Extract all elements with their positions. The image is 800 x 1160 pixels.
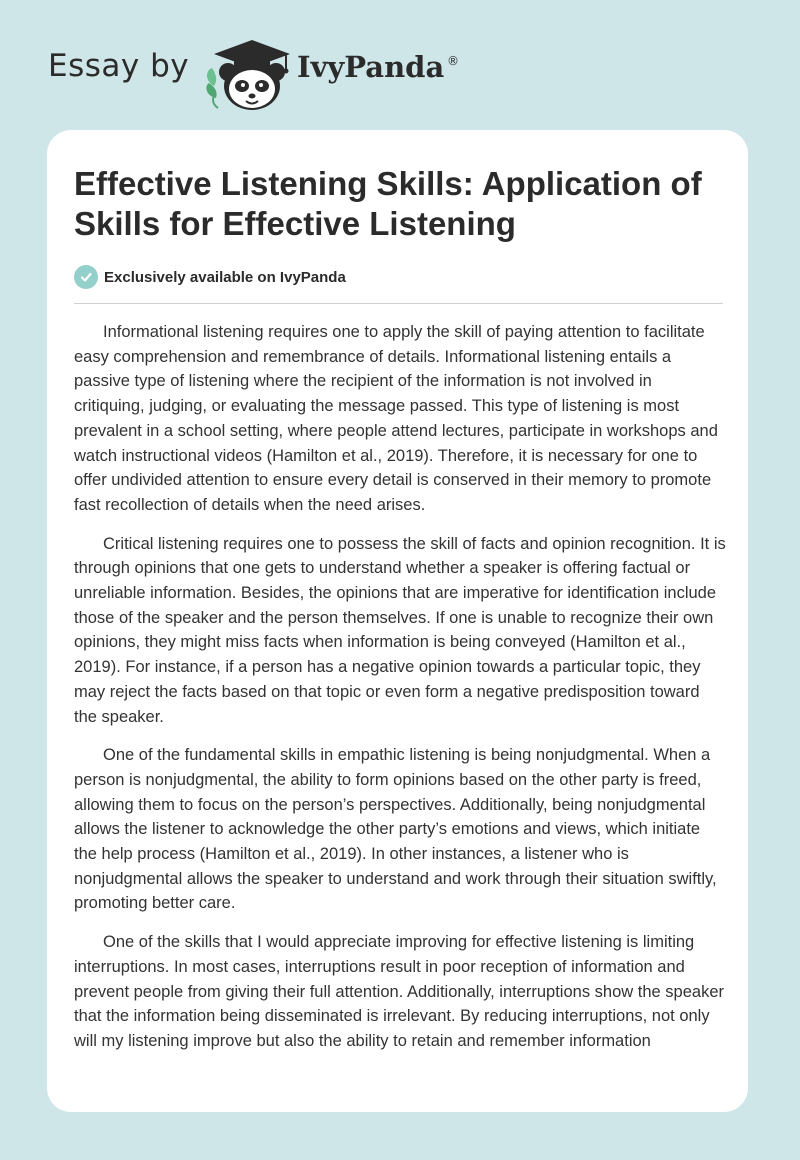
check-icon [74,265,98,289]
brand-name[interactable]: IvyPanda [297,50,445,84]
paragraph: Informational listening requires one to apply the skill of paying attention to facilitate easy comprehension and remembrance of details. Informational listening entails a passive type of listening where the recipient of the information is not involved in critiquing, judging, or evaluating the message passed. This type of listening is most prevalent in a school setting, where people attend lectures, participate in workshops and watch instructional videos (Hamilton et al., 2019). Therefore, it is necessary for one to offer undivided attention to ensure every detail is conserved in their memory to promote fast recollection of details when the need arises. [74,323,718,514]
essay-title: Effective Listening Skills: Application of Skills for Effective Listening [74,165,702,242]
essay-card [47,130,748,1112]
paragraph: Critical listening requires one to possess the skill of facts and opinion recognition. It is through opinions that one gets to understand whether a speaker is offering factual or unreliable information. Besides, the opinions that are imperative for identification include those of the speaker and the person themselves. If one is unable to recognize their own opinions, they might miss facts when information is being conveyed (Hamilton et al., 2019). For instance, if a person has a negative opinion towards a particular topic, they may reject the facts based on that topic or even form a negative predisposition toward the speaker. [74,534,726,726]
paragraph: One of the skills that I would appreciate improving for effective listening is limiting interruptions. In most cases, interruptions result in poor reception of information and prevent people from giving their full attention. Additionally, interruptions show the speaker that the information being disseminated is irrelevant. By reducing interruptions, not only will my listening improve but also the ability to retain and remember information [74,933,724,1050]
paragraph: One of the fundamental skills in empathic listening is being nonjudgmental. When a person is nonjudgmental, the ability to form opinions based on the other party is freed, allowing them to focus on the person’s perspectives. Additionally, being nonjudgmental allows the listener to acknowledge the other party’s emotions and views, which initiate the help process (Hamilton et al., 2019). In other instances, a listener who is nonjudgmental allows the speaker to understand and work through their situation swiftly, promoting better care. [74,746,717,913]
essay-by-label: Essay by [48,48,190,84]
divider [74,303,723,304]
exclusive-badge [74,264,346,290]
panda-logo-icon[interactable] [200,36,294,112]
essay-body [74,320,726,1068]
site-header [0,0,800,130]
exclusive-badge-label: Exclusively available on IvyPanda [104,268,346,286]
registered-mark: ® [447,54,459,68]
